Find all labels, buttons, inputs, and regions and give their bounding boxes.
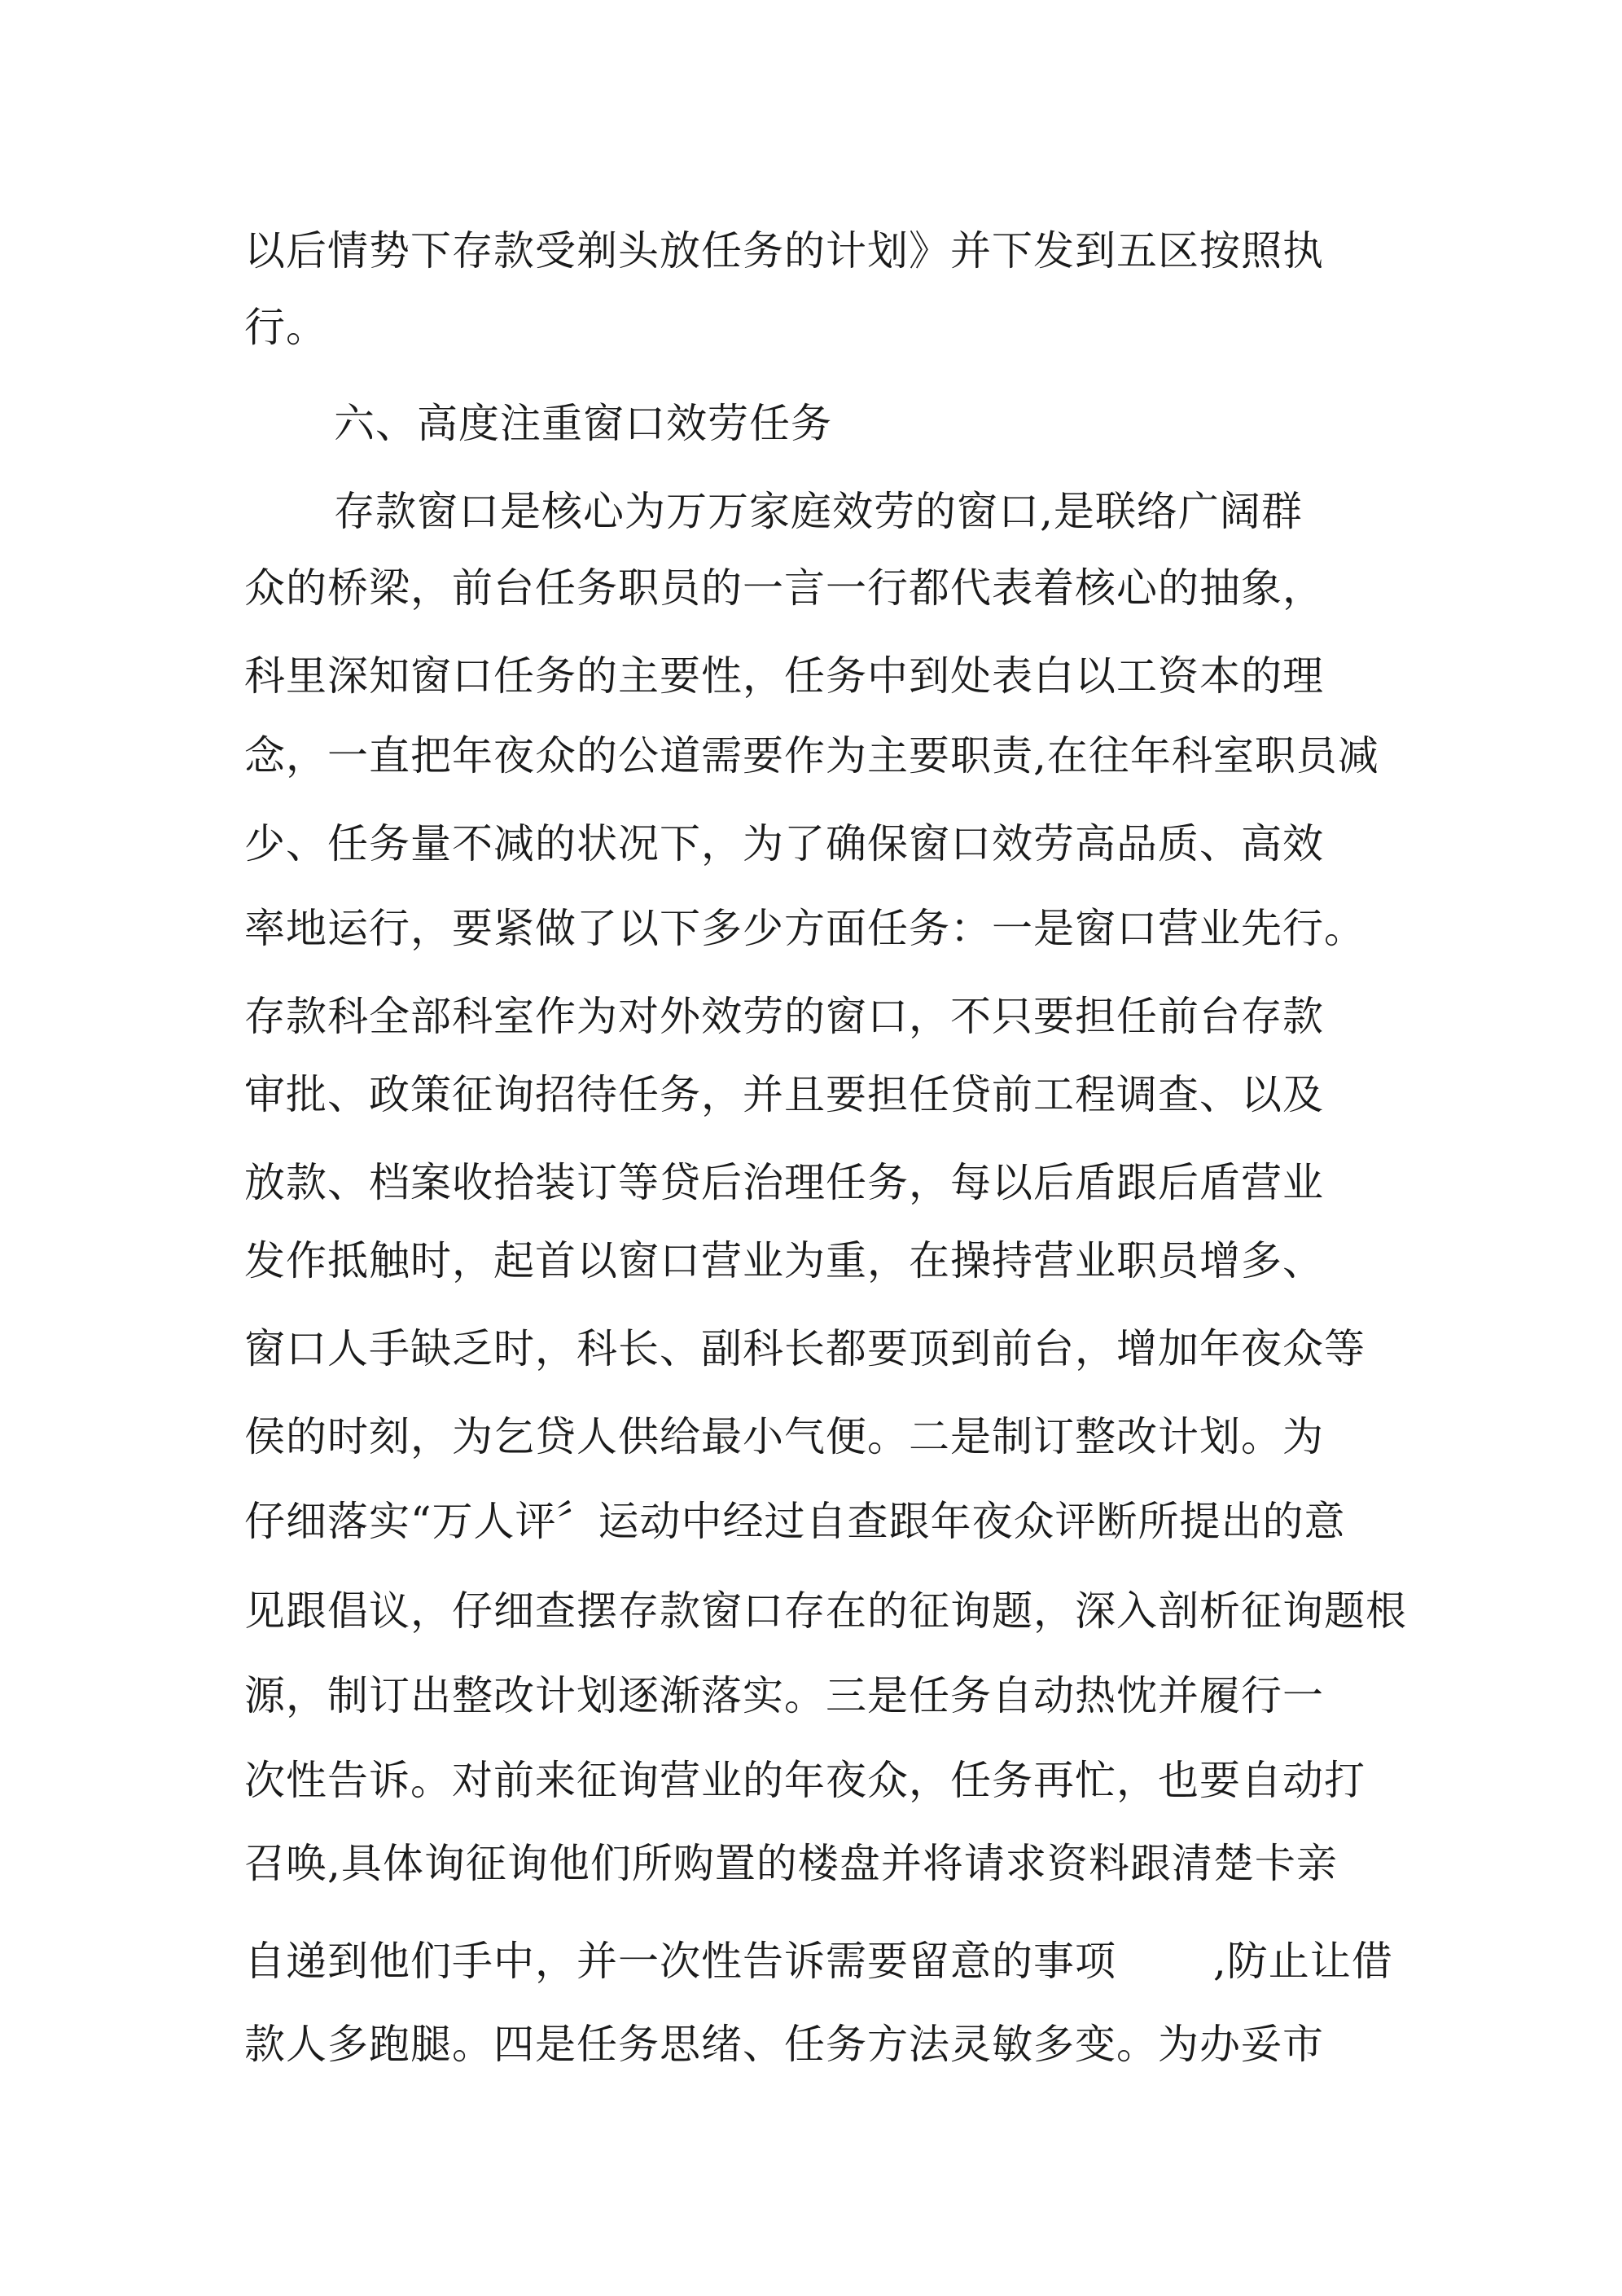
text-line: 存款窗口是核心为万万家庭效劳的窗口,是联络广阔群	[334, 488, 1303, 535]
text-line: 存款科全部科室作为对外效劳的窗口，不只要担任前台存款	[244, 993, 1324, 1040]
text-line: 念，一直把年夜众的公道需要作为主要职责,在往年科室职员减	[244, 732, 1379, 779]
text-line: 次性告诉。对前来征询营业的年夜众，任务再忙，也要自动打	[244, 1757, 1366, 1804]
text-line: 放款、档案收拾装订等贷后治理任务，每以后盾跟后盾营业	[244, 1159, 1324, 1206]
text-line: 率地运行，要紧做了以下多少方面任务：一是窗口营业先行。	[244, 905, 1366, 952]
text-line: 审批、政策征询招待任务，并且要担任贷前工程调查、以及	[244, 1071, 1324, 1118]
text-line: 款人多跑腿。四是任务思绪、任务方法灵敏多变。为办妥市	[244, 2021, 1324, 2068]
text-line: 以后情势下存款受剃头放任务的计划》并下发到五区按照执	[244, 227, 1324, 274]
text-line: 自递到他们手中，并一次性告诉需要留意的事项 ,防止让借	[244, 1938, 1393, 1985]
text-line: 发作抵触时，起首以窗口营业为重，在操持营业职员增多、	[244, 1237, 1324, 1284]
text-line: 源，制订出整改计划逐渐落实。三是任务自动热忱并履行一	[244, 1672, 1324, 1719]
text-line: 窗口人手缺乏时，科长、副科长都要顶到前台，增加年夜众等	[244, 1325, 1366, 1372]
text-line: 召唤,具体询征询他们所购置的楼盘并将请求资料跟清楚卡亲	[244, 1840, 1338, 1887]
text-line: 侯的时刻，为乞贷人供给最小气便。二是制订整改计划。为	[244, 1413, 1324, 1460]
section-heading: 六、高度注重窗口效劳任务	[334, 400, 832, 447]
text-line: 仔细落实“万人评〞运动中经过自查跟年夜众评断所提出的意	[244, 1498, 1346, 1545]
text-line: 科里深知窗口任务的主要性，任务中到处表白以工资本的理	[244, 652, 1324, 700]
text-line: 见跟倡议，仔细查摆存款窗口存在的征询题，深入剖析征询题根	[244, 1587, 1407, 1635]
text-line: 行。	[244, 304, 327, 351]
text-line: 众的桥梁，前台任务职员的一言一行都代表着核心的抽象，	[244, 564, 1324, 612]
text-line: 少、任务量不减的状况下，为了确保窗口效劳高品质、高效	[244, 820, 1324, 867]
